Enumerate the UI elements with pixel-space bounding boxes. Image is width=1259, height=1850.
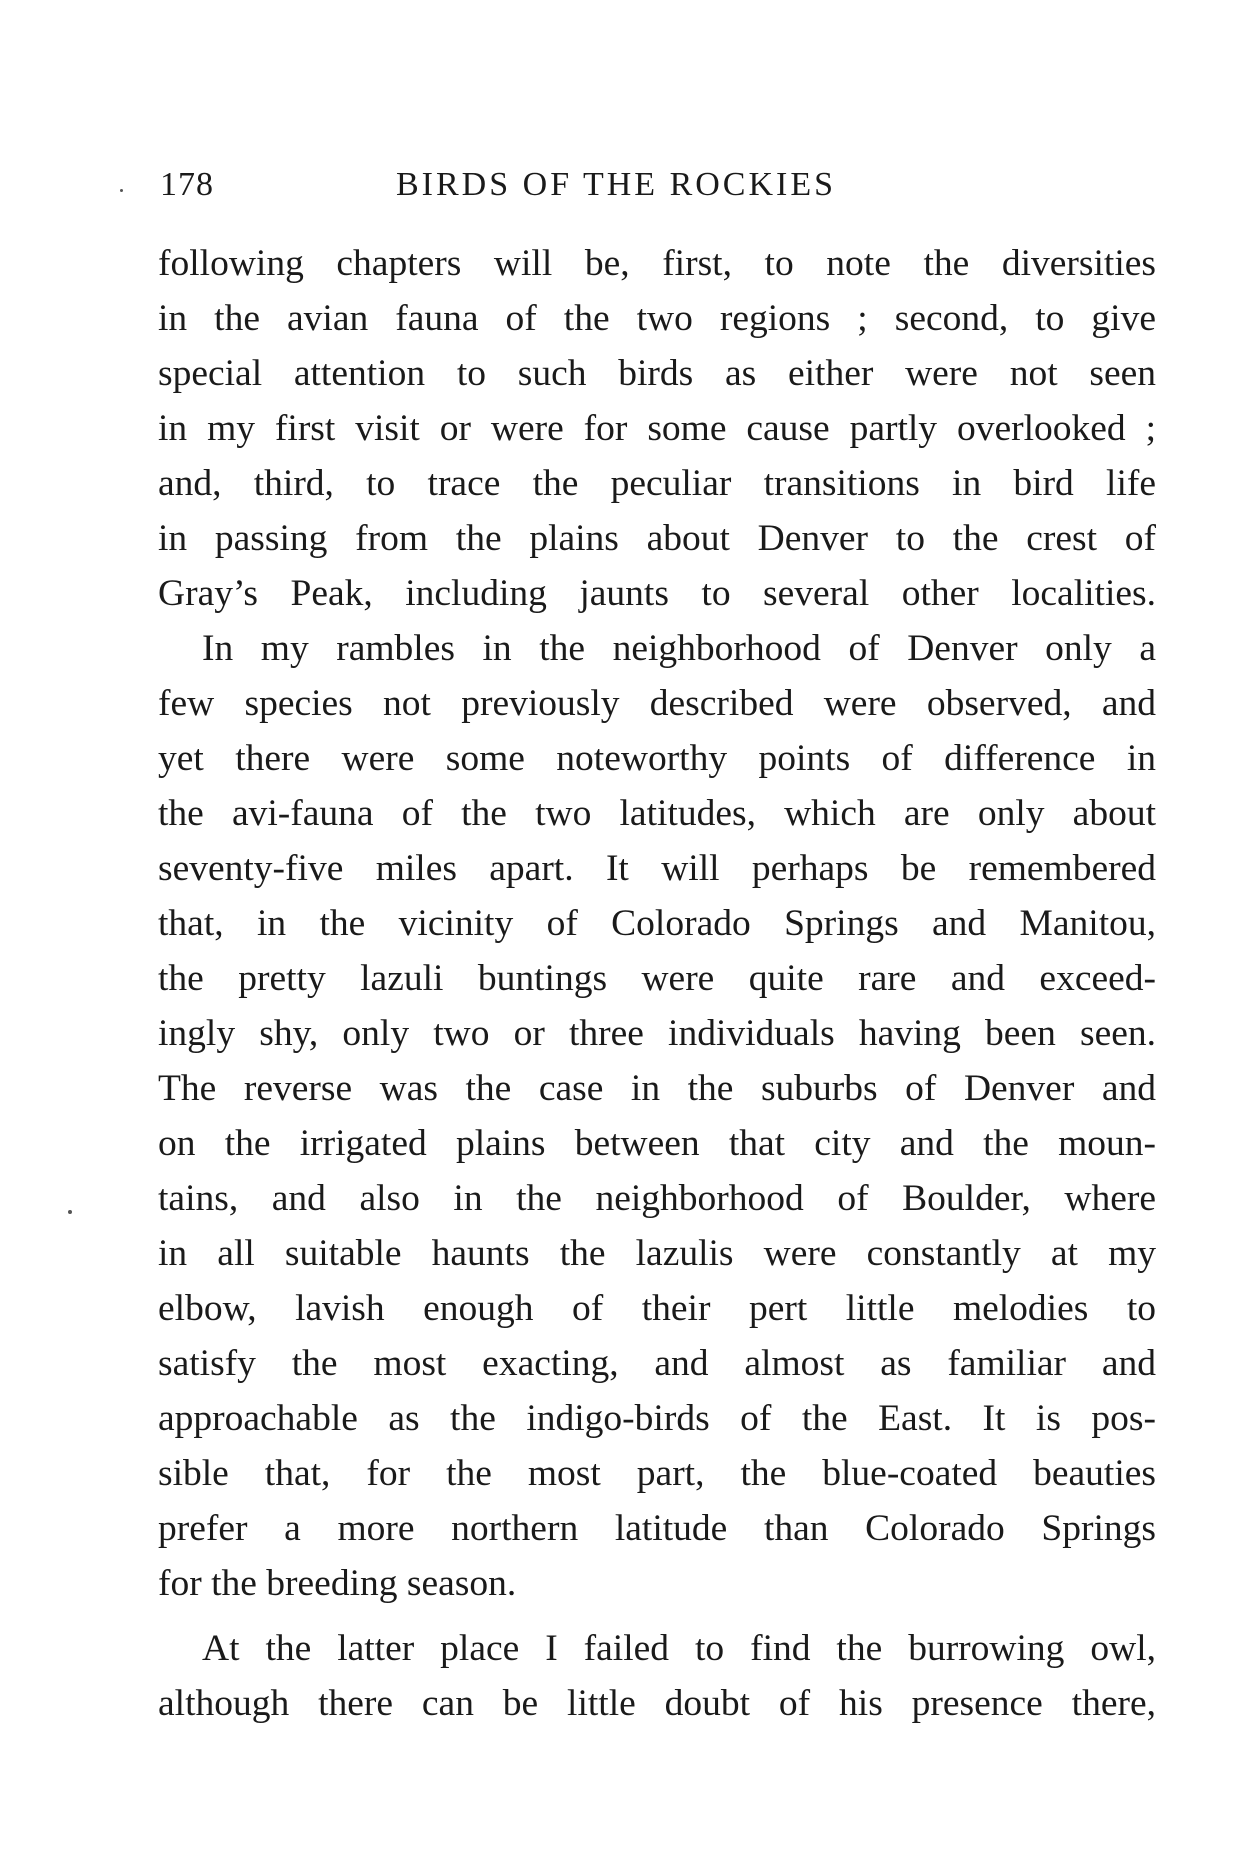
text-line: in passing from the plains about Denver to the crest of	[158, 518, 1156, 559]
text-line: sible that, for the most part, the blue-coated beauties	[158, 1453, 1156, 1494]
paragraph	[158, 1621, 1156, 1731]
text-line: for the breeding season.	[158, 1563, 517, 1604]
text-line: and, third, to trace the peculiar transitions in bird life	[158, 463, 1156, 504]
body-text	[158, 236, 1156, 1731]
text-line: satisfy the most exacting, and almost as familiar and	[158, 1343, 1156, 1384]
paragraph	[158, 621, 1156, 1611]
text-line: in my first visit or were for some cause partly overlooked ;	[158, 408, 1156, 449]
text-line: elbow, lavish enough of their pert little melodies to	[158, 1288, 1156, 1329]
text-line: ingly shy, only two or three individuals having been seen.	[158, 1013, 1156, 1054]
text-line: although there can be little doubt of his presence there,	[158, 1683, 1156, 1724]
text-line: the avi-fauna of the two latitudes, which are only about	[158, 793, 1156, 834]
text-line: special attention to such birds as either were not seen	[158, 353, 1156, 394]
text-line: The reverse was the case in the suburbs of Denver and	[158, 1068, 1156, 1109]
text-line: tains, and also in the neighborhood of Boulder, where	[158, 1178, 1156, 1219]
text-line: seventy-five miles apart. It will perhaps be remembered	[158, 848, 1156, 889]
text-line: few species not previously described were observed, and	[158, 683, 1156, 724]
text-line: that, in the vicinity of Colorado Springs and Manitou,	[158, 903, 1156, 944]
page-number: 178	[160, 166, 214, 203]
scan-speck	[120, 189, 123, 192]
text-line: Gray’s Peak, including jaunts to several other localities.	[158, 573, 1156, 614]
paragraph-gap	[158, 1611, 1156, 1621]
paragraph	[158, 236, 1156, 621]
text-line: approachable as the indigo-birds of the East. It is pos-	[158, 1398, 1156, 1439]
text-line: the pretty lazuli buntings were quite rare and exceed-	[158, 958, 1156, 999]
scan-speck	[68, 1210, 72, 1214]
text-line: At the latter place I failed to find the burrowing owl,	[202, 1628, 1156, 1669]
text-line: following chapters will be, first, to note the diversities	[158, 243, 1156, 284]
running-title: BIRDS OF THE ROCKIES	[396, 166, 837, 203]
text-line: yet there were some noteworthy points of difference in	[158, 738, 1156, 779]
text-line: in all suitable haunts the lazulis were constantly at my	[158, 1233, 1156, 1274]
running-head	[160, 166, 1160, 210]
text-line: In my rambles in the neighborhood of Denver only a	[202, 628, 1156, 669]
text-line: in the avian fauna of the two regions ; second, to give	[158, 298, 1156, 339]
text-line: on the irrigated plains between that city and the moun-	[158, 1123, 1156, 1164]
text-line: prefer a more northern latitude than Colorado Springs	[158, 1508, 1156, 1549]
